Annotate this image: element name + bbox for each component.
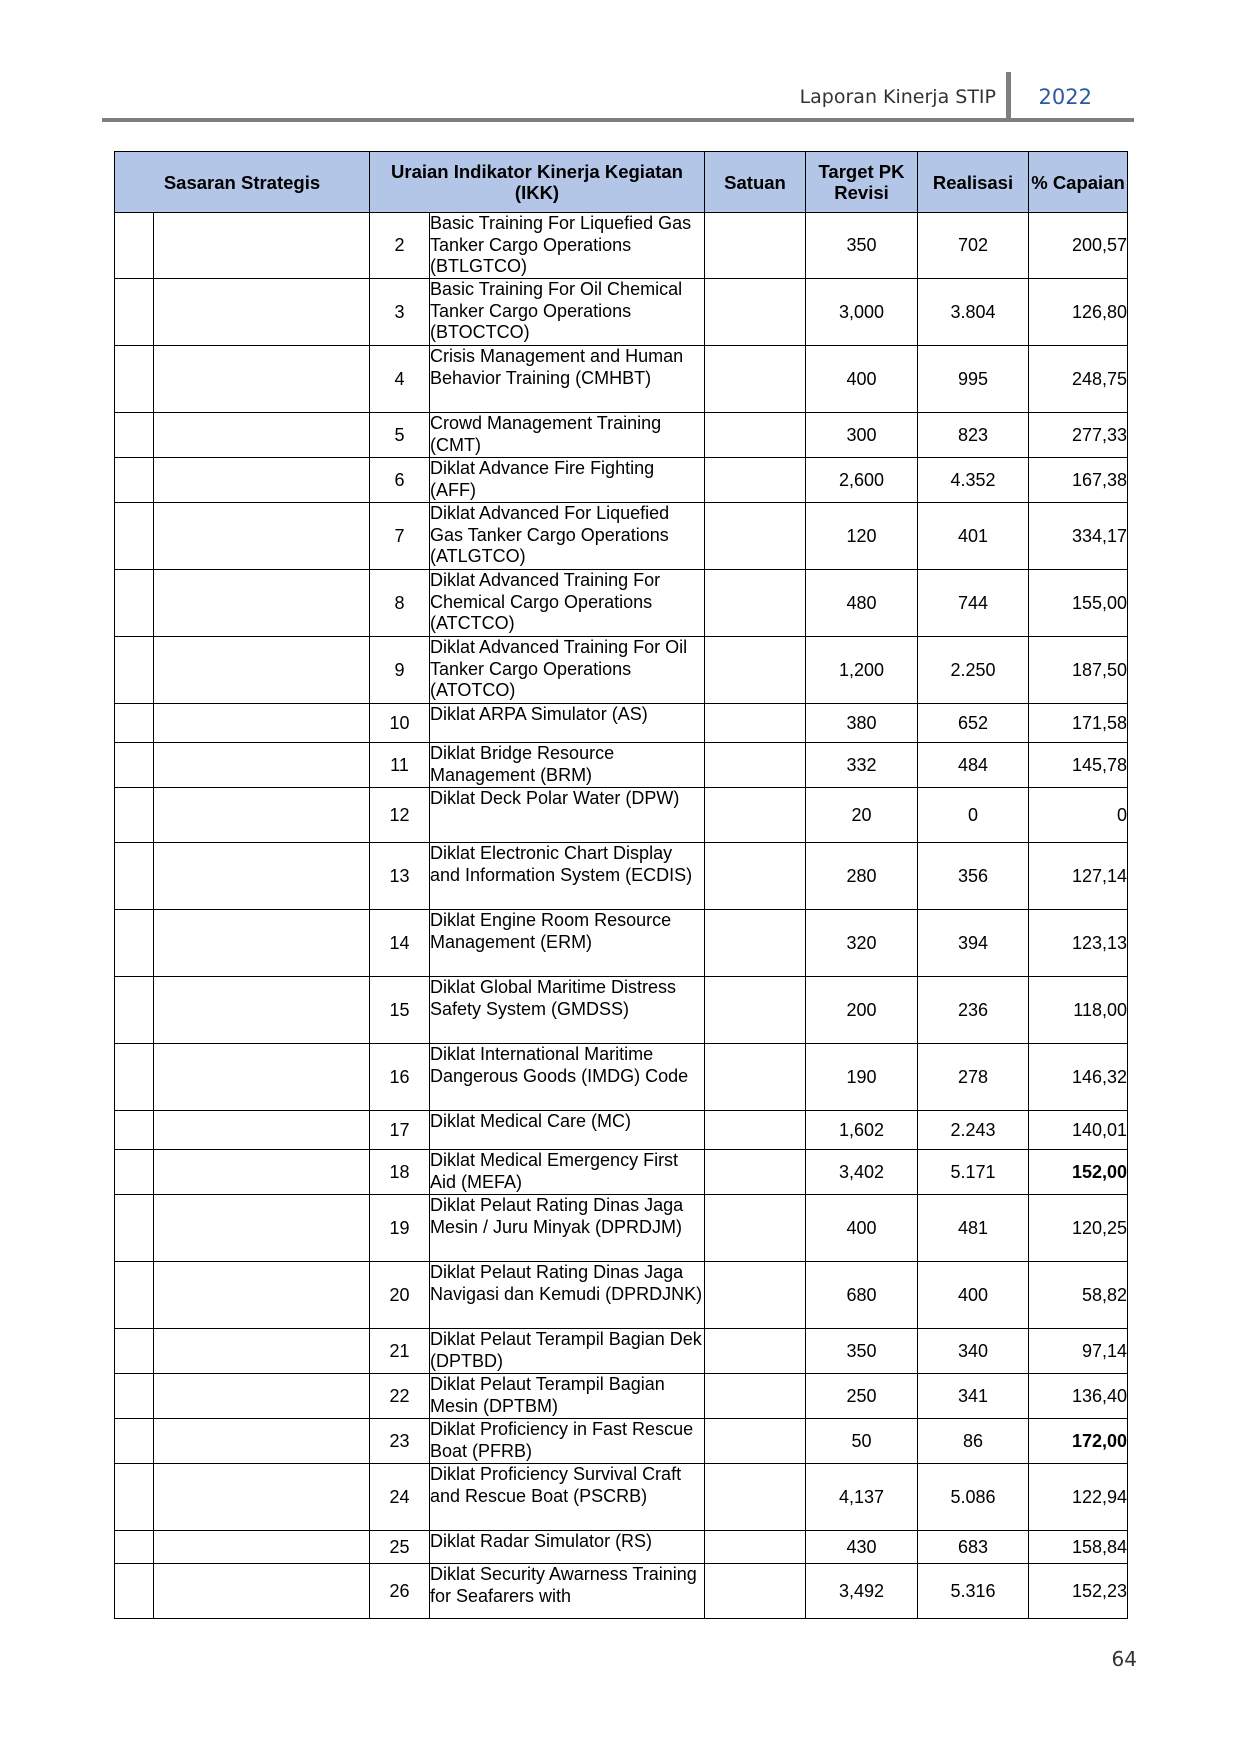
empty-cell bbox=[115, 788, 154, 843]
realisasi-value: 4.352 bbox=[918, 458, 1029, 503]
target-value: 300 bbox=[806, 413, 918, 458]
indicator-name: Diklat International Maritime Dangerous Goods (IMDG) Code bbox=[430, 1044, 705, 1111]
header-capaian: % Capaian bbox=[1029, 152, 1128, 213]
sasaran-cell bbox=[154, 570, 370, 637]
table-row bbox=[115, 1262, 1128, 1329]
satuan-cell bbox=[705, 1150, 806, 1195]
table-row bbox=[115, 1111, 1128, 1150]
table-row bbox=[115, 279, 1128, 346]
empty-cell bbox=[115, 1150, 154, 1195]
table-row bbox=[115, 1150, 1128, 1195]
row-number: 17 bbox=[370, 1111, 430, 1150]
indicator-name: Diklat Advanced For Liquefied Gas Tanker Cargo Operations (ATLGTCO) bbox=[430, 503, 705, 570]
report-year: 2022 bbox=[1038, 85, 1092, 109]
satuan-cell bbox=[705, 1044, 806, 1111]
capaian-value: 155,00 bbox=[1029, 570, 1128, 637]
table-row bbox=[115, 1464, 1128, 1531]
empty-cell bbox=[115, 910, 154, 977]
capaian-value: 158,84 bbox=[1029, 1531, 1128, 1564]
target-value: 1,200 bbox=[806, 637, 918, 704]
table-row bbox=[115, 458, 1128, 503]
row-number: 8 bbox=[370, 570, 430, 637]
capaian-value: 146,32 bbox=[1029, 1044, 1128, 1111]
sasaran-cell bbox=[154, 743, 370, 788]
capaian-value: 187,50 bbox=[1029, 637, 1128, 704]
sasaran-cell bbox=[154, 1531, 370, 1564]
table-row bbox=[115, 1564, 1128, 1619]
empty-cell bbox=[115, 704, 154, 743]
realisasi-value: 400 bbox=[918, 1262, 1029, 1329]
empty-cell bbox=[115, 503, 154, 570]
satuan-cell bbox=[705, 743, 806, 788]
empty-cell bbox=[115, 743, 154, 788]
capaian-value: 167,38 bbox=[1029, 458, 1128, 503]
indicator-name: Diklat Pelaut Rating Dinas Jaga Navigasi dan Kemudi (DPRDJNK) bbox=[430, 1262, 705, 1329]
capaian-value: 58,82 bbox=[1029, 1262, 1128, 1329]
table-row bbox=[115, 1531, 1128, 1564]
empty-cell bbox=[115, 1111, 154, 1150]
sasaran-cell bbox=[154, 1111, 370, 1150]
indicator-name: Basic Training For Oil Chemical Tanker Cargo Operations (BTOCTCO) bbox=[430, 279, 705, 346]
empty-cell bbox=[115, 458, 154, 503]
header-divider bbox=[1006, 72, 1011, 120]
target-value: 332 bbox=[806, 743, 918, 788]
satuan-cell bbox=[705, 213, 806, 279]
indicator-name: Diklat Radar Simulator (RS) bbox=[430, 1531, 705, 1564]
indicator-name: Diklat Pelaut Rating Dinas Jaga Mesin / Juru Minyak (DPRDJM) bbox=[430, 1195, 705, 1262]
table-row bbox=[115, 413, 1128, 458]
indicator-name: Diklat Deck Polar Water (DPW) bbox=[430, 788, 705, 843]
capaian-value: 277,33 bbox=[1029, 413, 1128, 458]
indicator-name: Diklat Medical Emergency First Aid (MEFA) bbox=[430, 1150, 705, 1195]
realisasi-value: 823 bbox=[918, 413, 1029, 458]
satuan-cell bbox=[705, 977, 806, 1044]
row-number: 4 bbox=[370, 346, 430, 413]
empty-cell bbox=[115, 570, 154, 637]
target-value: 350 bbox=[806, 213, 918, 279]
table-row bbox=[115, 1419, 1128, 1464]
table-row bbox=[115, 503, 1128, 570]
empty-cell bbox=[115, 843, 154, 910]
target-value: 380 bbox=[806, 704, 918, 743]
table-header-row bbox=[115, 152, 1128, 213]
target-value: 1,602 bbox=[806, 1111, 918, 1150]
indicator-name: Diklat Security Awarness Training for Seafarers with bbox=[430, 1564, 705, 1619]
realisasi-value: 484 bbox=[918, 743, 1029, 788]
satuan-cell bbox=[705, 843, 806, 910]
satuan-cell bbox=[705, 1195, 806, 1262]
table-row bbox=[115, 843, 1128, 910]
row-number: 3 bbox=[370, 279, 430, 346]
satuan-cell bbox=[705, 1111, 806, 1150]
realisasi-value: 86 bbox=[918, 1419, 1029, 1464]
indicator-name: Crowd Management Training (CMT) bbox=[430, 413, 705, 458]
satuan-cell bbox=[705, 1262, 806, 1329]
row-number: 13 bbox=[370, 843, 430, 910]
sasaran-cell bbox=[154, 1464, 370, 1531]
target-value: 400 bbox=[806, 346, 918, 413]
table-row bbox=[115, 1044, 1128, 1111]
satuan-cell bbox=[705, 788, 806, 843]
row-number: 21 bbox=[370, 1329, 430, 1374]
sasaran-cell bbox=[154, 1150, 370, 1195]
empty-cell bbox=[115, 977, 154, 1044]
satuan-cell bbox=[705, 910, 806, 977]
sasaran-cell bbox=[154, 637, 370, 704]
table-row bbox=[115, 346, 1128, 413]
target-value: 680 bbox=[806, 1262, 918, 1329]
capaian-value: 145,78 bbox=[1029, 743, 1128, 788]
sasaran-cell bbox=[154, 1419, 370, 1464]
target-value: 200 bbox=[806, 977, 918, 1044]
table-row bbox=[115, 977, 1128, 1044]
realisasi-value: 401 bbox=[918, 503, 1029, 570]
satuan-cell bbox=[705, 413, 806, 458]
realisasi-value: 356 bbox=[918, 843, 1029, 910]
row-number: 15 bbox=[370, 977, 430, 1044]
table-body bbox=[115, 213, 1128, 1619]
empty-cell bbox=[115, 1195, 154, 1262]
capaian-value: 136,40 bbox=[1029, 1374, 1128, 1419]
indicator-name: Basic Training For Liquefied Gas Tanker Cargo Operations (BTLGTCO) bbox=[430, 213, 705, 279]
row-number: 7 bbox=[370, 503, 430, 570]
row-number: 19 bbox=[370, 1195, 430, 1262]
target-value: 280 bbox=[806, 843, 918, 910]
realisasi-value: 481 bbox=[918, 1195, 1029, 1262]
target-value: 400 bbox=[806, 1195, 918, 1262]
empty-cell bbox=[115, 413, 154, 458]
sasaran-cell bbox=[154, 346, 370, 413]
sasaran-cell bbox=[154, 1262, 370, 1329]
indicator-name: Diklat ARPA Simulator (AS) bbox=[430, 704, 705, 743]
row-number: 12 bbox=[370, 788, 430, 843]
capaian-value: 140,01 bbox=[1029, 1111, 1128, 1150]
empty-cell bbox=[115, 1374, 154, 1419]
table-row bbox=[115, 788, 1128, 843]
table-row bbox=[115, 704, 1128, 743]
indicator-name: Diklat Electronic Chart Display and Information System (ECDIS) bbox=[430, 843, 705, 910]
capaian-value: 127,14 bbox=[1029, 843, 1128, 910]
table-row bbox=[115, 910, 1128, 977]
sasaran-cell bbox=[154, 213, 370, 279]
report-title: Laporan Kinerja STIP bbox=[799, 86, 996, 108]
row-number: 24 bbox=[370, 1464, 430, 1531]
header-target: Target PK Revisi bbox=[806, 152, 918, 213]
target-value: 20 bbox=[806, 788, 918, 843]
table-row bbox=[115, 1195, 1128, 1262]
header-uraian-ikk: Uraian Indikator Kinerja Kegiatan (IKK) bbox=[370, 152, 705, 213]
realisasi-value: 702 bbox=[918, 213, 1029, 279]
row-number: 22 bbox=[370, 1374, 430, 1419]
realisasi-value: 744 bbox=[918, 570, 1029, 637]
row-number: 23 bbox=[370, 1419, 430, 1464]
empty-cell bbox=[115, 1044, 154, 1111]
target-value: 120 bbox=[806, 503, 918, 570]
satuan-cell bbox=[705, 1329, 806, 1374]
row-number: 11 bbox=[370, 743, 430, 788]
row-number: 26 bbox=[370, 1564, 430, 1619]
table-row bbox=[115, 213, 1128, 279]
empty-cell bbox=[115, 279, 154, 346]
header-sasaran-strategis: Sasaran Strategis bbox=[115, 152, 370, 213]
target-value: 480 bbox=[806, 570, 918, 637]
realisasi-value: 5.086 bbox=[918, 1464, 1029, 1531]
realisasi-value: 5.316 bbox=[918, 1564, 1029, 1619]
header-realisasi: Realisasi bbox=[918, 152, 1029, 213]
sasaran-cell bbox=[154, 279, 370, 346]
capaian-value: 97,14 bbox=[1029, 1329, 1128, 1374]
performance-table bbox=[114, 151, 1128, 1619]
empty-cell bbox=[115, 637, 154, 704]
page-number: 64 bbox=[1111, 1647, 1137, 1671]
empty-cell bbox=[115, 346, 154, 413]
header-satuan: Satuan bbox=[705, 152, 806, 213]
satuan-cell bbox=[705, 1374, 806, 1419]
capaian-value: 152,23 bbox=[1029, 1564, 1128, 1619]
capaian-value: 200,57 bbox=[1029, 213, 1128, 279]
indicator-name: Diklat Medical Care (MC) bbox=[430, 1111, 705, 1150]
row-number: 25 bbox=[370, 1531, 430, 1564]
realisasi-value: 0 bbox=[918, 788, 1029, 843]
empty-cell bbox=[115, 1564, 154, 1619]
sasaran-cell bbox=[154, 704, 370, 743]
target-value: 50 bbox=[806, 1419, 918, 1464]
capaian-value: 172,00 bbox=[1029, 1419, 1128, 1464]
capaian-value: 120,25 bbox=[1029, 1195, 1128, 1262]
satuan-cell bbox=[705, 346, 806, 413]
target-value: 350 bbox=[806, 1329, 918, 1374]
capaian-value: 118,00 bbox=[1029, 977, 1128, 1044]
satuan-cell bbox=[705, 1564, 806, 1619]
satuan-cell bbox=[705, 704, 806, 743]
table-row bbox=[115, 570, 1128, 637]
target-value: 3,402 bbox=[806, 1150, 918, 1195]
empty-cell bbox=[115, 1329, 154, 1374]
realisasi-value: 995 bbox=[918, 346, 1029, 413]
empty-cell bbox=[115, 1419, 154, 1464]
realisasi-value: 2.250 bbox=[918, 637, 1029, 704]
indicator-name: Crisis Management and Human Behavior Training (CMHBT) bbox=[430, 346, 705, 413]
sasaran-cell bbox=[154, 458, 370, 503]
target-value: 190 bbox=[806, 1044, 918, 1111]
row-number: 10 bbox=[370, 704, 430, 743]
page-header bbox=[102, 72, 1134, 122]
sasaran-cell bbox=[154, 413, 370, 458]
sasaran-cell bbox=[154, 1564, 370, 1619]
capaian-value: 171,58 bbox=[1029, 704, 1128, 743]
empty-cell bbox=[115, 1262, 154, 1329]
sasaran-cell bbox=[154, 977, 370, 1044]
indicator-name: Diklat Bridge Resource Management (BRM) bbox=[430, 743, 705, 788]
row-number: 5 bbox=[370, 413, 430, 458]
realisasi-value: 236 bbox=[918, 977, 1029, 1044]
satuan-cell bbox=[705, 458, 806, 503]
realisasi-value: 394 bbox=[918, 910, 1029, 977]
indicator-name: Diklat Global Maritime Distress Safety System (GMDSS) bbox=[430, 977, 705, 1044]
capaian-value: 248,75 bbox=[1029, 346, 1128, 413]
indicator-name: Diklat Advance Fire Fighting (AFF) bbox=[430, 458, 705, 503]
capaian-value: 152,00 bbox=[1029, 1150, 1128, 1195]
sasaran-cell bbox=[154, 1195, 370, 1262]
table-row bbox=[115, 1374, 1128, 1419]
indicator-name: Diklat Proficiency Survival Craft and Rescue Boat (PSCRB) bbox=[430, 1464, 705, 1531]
sasaran-cell bbox=[154, 503, 370, 570]
target-value: 430 bbox=[806, 1531, 918, 1564]
empty-cell bbox=[115, 1464, 154, 1531]
row-number: 2 bbox=[370, 213, 430, 279]
satuan-cell bbox=[705, 1464, 806, 1531]
row-number: 6 bbox=[370, 458, 430, 503]
sasaran-cell bbox=[154, 1044, 370, 1111]
indicator-name: Diklat Advanced Training For Chemical Cargo Operations (ATCTCO) bbox=[430, 570, 705, 637]
capaian-value: 126,80 bbox=[1029, 279, 1128, 346]
target-value: 250 bbox=[806, 1374, 918, 1419]
sasaran-cell bbox=[154, 788, 370, 843]
indicator-name: Diklat Pelaut Terampil Bagian Dek (DPTBD) bbox=[430, 1329, 705, 1374]
row-number: 20 bbox=[370, 1262, 430, 1329]
realisasi-value: 3.804 bbox=[918, 279, 1029, 346]
row-number: 9 bbox=[370, 637, 430, 704]
realisasi-value: 5.171 bbox=[918, 1150, 1029, 1195]
satuan-cell bbox=[705, 637, 806, 704]
row-number: 14 bbox=[370, 910, 430, 977]
capaian-value: 122,94 bbox=[1029, 1464, 1128, 1531]
realisasi-value: 340 bbox=[918, 1329, 1029, 1374]
sasaran-cell bbox=[154, 910, 370, 977]
satuan-cell bbox=[705, 503, 806, 570]
capaian-value: 334,17 bbox=[1029, 503, 1128, 570]
sasaran-cell bbox=[154, 1329, 370, 1374]
indicator-name: Diklat Pelaut Terampil Bagian Mesin (DPTBM) bbox=[430, 1374, 705, 1419]
capaian-value: 123,13 bbox=[1029, 910, 1128, 977]
header-rule bbox=[102, 118, 1134, 122]
row-number: 18 bbox=[370, 1150, 430, 1195]
empty-cell bbox=[115, 213, 154, 279]
satuan-cell bbox=[705, 570, 806, 637]
indicator-name: Diklat Advanced Training For Oil Tanker Cargo Operations (ATOTCO) bbox=[430, 637, 705, 704]
satuan-cell bbox=[705, 279, 806, 346]
realisasi-value: 278 bbox=[918, 1044, 1029, 1111]
target-value: 3,000 bbox=[806, 279, 918, 346]
table-row bbox=[115, 637, 1128, 704]
realisasi-value: 2.243 bbox=[918, 1111, 1029, 1150]
realisasi-value: 652 bbox=[918, 704, 1029, 743]
target-value: 3,492 bbox=[806, 1564, 918, 1619]
capaian-value: 0 bbox=[1029, 788, 1128, 843]
table-row bbox=[115, 743, 1128, 788]
satuan-cell bbox=[705, 1531, 806, 1564]
sasaran-cell bbox=[154, 1374, 370, 1419]
indicator-name: Diklat Proficiency in Fast Rescue Boat (PFRB) bbox=[430, 1419, 705, 1464]
indicator-name: Diklat Engine Room Resource Management (ERM) bbox=[430, 910, 705, 977]
satuan-cell bbox=[705, 1419, 806, 1464]
target-value: 320 bbox=[806, 910, 918, 977]
row-number: 16 bbox=[370, 1044, 430, 1111]
table-row bbox=[115, 1329, 1128, 1374]
empty-cell bbox=[115, 1531, 154, 1564]
target-value: 2,600 bbox=[806, 458, 918, 503]
target-value: 4,137 bbox=[806, 1464, 918, 1531]
sasaran-cell bbox=[154, 843, 370, 910]
realisasi-value: 341 bbox=[918, 1374, 1029, 1419]
realisasi-value: 683 bbox=[918, 1531, 1029, 1564]
